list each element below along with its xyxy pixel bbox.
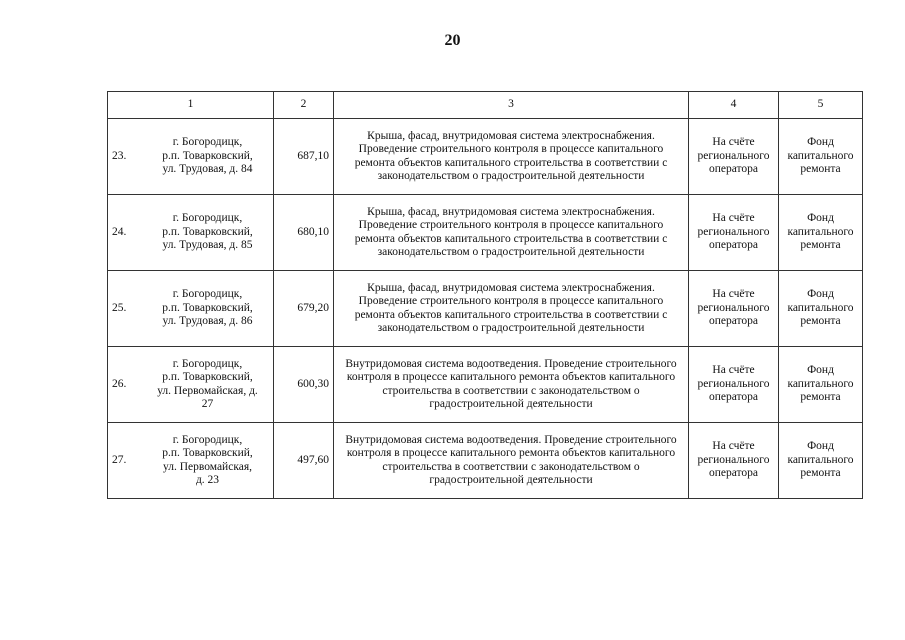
- row-number: 23.: [112, 149, 127, 162]
- fund-text: Фонд капитального ремонта: [787, 440, 854, 480]
- address-text: г. Богородицк, р.п. Товарковский, ул. Трудовая, д. 86: [162, 288, 253, 328]
- area-cell: 679,20: [274, 271, 334, 347]
- row-number: 25.: [112, 301, 127, 314]
- row-number: 26.: [112, 377, 127, 390]
- address-text: г. Богородицк, р.п. Товарковский, ул. Трудовая, д. 85: [162, 212, 253, 252]
- fund-text: Фонд капитального ремонта: [787, 364, 854, 404]
- table-row: [108, 347, 863, 423]
- account-text: На счёте регионального оператора: [697, 136, 770, 176]
- description-text: Внутридомовая система водоотведения. Проведение строительного контроля в процессе капитального ремонта объектов капитального строительства в соответствии с законодательством о градостроительной деятельности: [345, 433, 677, 486]
- description-text: Внутридомовая система водоотведения. Проведение строительного контроля в процессе капитального ремонта объектов капитального строительства в соответствии с законодательством о градостроительной деятельности: [345, 357, 677, 410]
- account-text: На счёте регионального оператора: [697, 212, 770, 252]
- address-cell: [108, 271, 274, 347]
- address-text: г. Богородицк, р.п. Товарковский, ул. Трудовая, д. 84: [162, 136, 253, 176]
- table-row: [108, 423, 863, 499]
- account-text: На счёте регионального оператора: [697, 288, 770, 328]
- row-number: 27.: [112, 453, 127, 466]
- description-cell: [334, 271, 689, 347]
- header-cell-3: 3: [334, 92, 689, 119]
- table-header-row: [108, 92, 863, 119]
- description-cell: [334, 347, 689, 423]
- account-text: На счёте регионального оператора: [697, 364, 770, 404]
- table-row: [108, 195, 863, 271]
- area-cell: 680,10: [274, 195, 334, 271]
- fund-cell: [779, 119, 863, 195]
- area-cell: 600,30: [274, 347, 334, 423]
- fund-text: Фонд капитального ремонта: [787, 136, 854, 176]
- address-cell: [108, 119, 274, 195]
- table-row: [108, 119, 863, 195]
- header-cell-2: 2: [274, 92, 334, 119]
- account-cell: [689, 347, 779, 423]
- account-cell: [689, 271, 779, 347]
- description-text: Крыша, фасад, внутридомовая система электроснабжения. Проведение строительного контроля в процессе капитального ремонта объектов капитального строительства в соответствии с законодательством о градостроительной деятельности: [354, 205, 668, 258]
- description-text: Крыша, фасад, внутридомовая система электроснабжения. Проведение строительного контроля в процессе капитального ремонта объектов капитального строительства в соответствии с законодательством о градостроительной деятельности: [354, 129, 668, 182]
- account-cell: [689, 195, 779, 271]
- fund-cell: [779, 423, 863, 499]
- description-cell: [334, 423, 689, 499]
- fund-cell: [779, 347, 863, 423]
- fund-cell: [779, 195, 863, 271]
- description-cell: [334, 119, 689, 195]
- header-cell-5: 5: [779, 92, 863, 119]
- fund-text: Фонд капитального ремонта: [787, 212, 854, 252]
- header-cell-4: 4: [689, 92, 779, 119]
- address-text: г. Богородицк, р.п. Товарковский, ул. Первомайская, д. 23: [162, 433, 253, 486]
- table-row: [108, 271, 863, 347]
- area-cell: 497,60: [274, 423, 334, 499]
- address-cell: [108, 195, 274, 271]
- account-cell: [689, 119, 779, 195]
- header-cell-1: 1: [108, 92, 274, 119]
- account-text: На счёте регионального оператора: [697, 440, 770, 480]
- address-text: г. Богородицк, р.п. Товарковский, ул. Первомайская, д. 27: [157, 357, 258, 410]
- works-table: [107, 91, 863, 499]
- description-cell: [334, 195, 689, 271]
- description-text: Крыша, фасад, внутридомовая система электроснабжения. Проведение строительного контроля в процессе капитального ремонта объектов капитального строительства в соответствии с законодательством о градостроительной деятельности: [354, 281, 668, 334]
- area-cell: 687,10: [274, 119, 334, 195]
- fund-text: Фонд капитального ремонта: [787, 288, 854, 328]
- address-cell: [108, 423, 274, 499]
- fund-cell: [779, 271, 863, 347]
- page-number: 20: [444, 32, 461, 49]
- account-cell: [689, 423, 779, 499]
- row-number: 24.: [112, 225, 127, 238]
- address-cell: [108, 347, 274, 423]
